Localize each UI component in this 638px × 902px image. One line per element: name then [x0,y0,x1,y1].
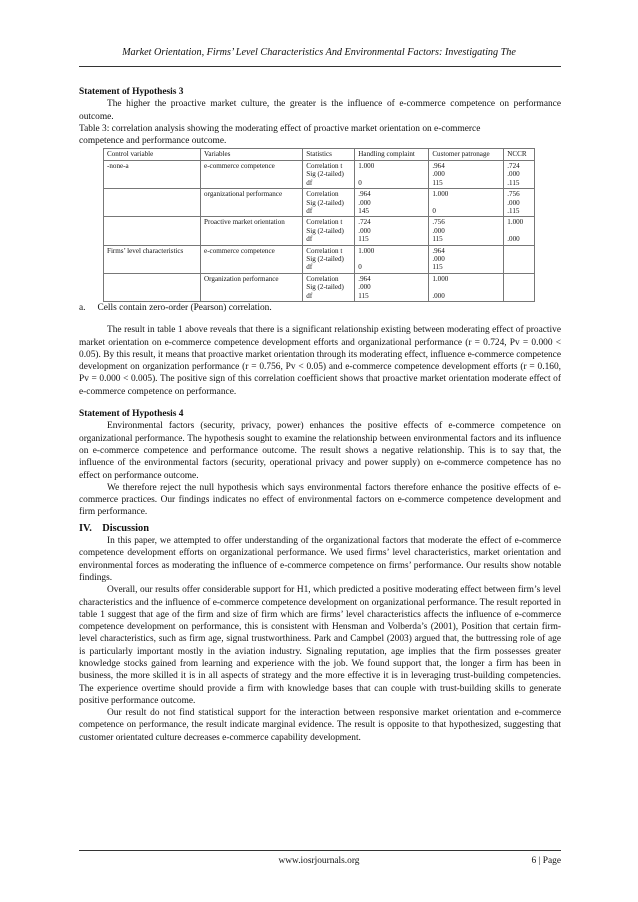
table-row [104,245,535,273]
column-header: Control variable [104,149,201,160]
hypothesis-4-heading: Statement of Hypothesis 4 [79,409,184,420]
column-header: Statistics [303,149,355,160]
hypothesis-4-paragraph-2: We therefore reject the null hypothesis which says environmental factors therefore enhance the positive effects of e-commerce practices. Our findings indicates no effect of environmental factors on e-commerce competence development and firm performance. [79,482,561,518]
variable-cell: organizational performance [201,189,303,217]
footer-rule [79,850,561,851]
running-header: Market Orientation, Firms’ Level Characteristics And Environmental Factors: Investigating The [122,47,516,58]
handling-complaint-cell: 1.000 0 [355,245,429,273]
customer-patronage-cell: .964 .000 115 [429,160,504,188]
table-3-caption-line-2: competence and performance outcome. [79,136,227,147]
handling-complaint-cell: .964 .000 115 [355,273,429,301]
correlation-table [103,148,535,302]
nccr-cell [504,245,535,273]
statistics-cell: Correlation Sig (2-tailed) df [303,273,355,301]
result-paragraph: The result in table 1 above reveals that there is a significant relationship existing between moderating effect of proactive market orientation on e-commerce competence development efforts and organizational performance (r = 0.724, Pv = 0.000 < 0.05). By this result, it means that proactive market orientation through its moderating effect, influence e-commerce competence development on organization performance (r = 0.756, Pv < 0.05) and e-commerce competence development efforts (r = 0.160, Pv = 0.000 < 0.005). The positive sign of this correlation coefficient shows that proactive market orientation moderate effect of e-commerce competence on performance. [79,325,561,397]
table-header-row [104,149,535,160]
statistics-cell: Correlation t Sig (2-tailed) df [303,217,355,245]
customer-patronage-cell: .964 .000 115 [429,245,504,273]
statistics-cell: Correlation Sig (2-tailed) df [303,189,355,217]
discussion-paragraph-1: In this paper, we attempted to offer understanding of the organizational factors that moderate the effect of e-commerce competence development efforts on organizational performance. We used firms’ level characteristics, market orientation and environmental forces as moderating the influence of e-commerce competence on firms’ performance. Our results show notable findings. [79,536,561,583]
hypothesis-3-heading: Statement of Hypothesis 3 [79,87,184,97]
page-number: 6 | Page [531,856,561,866]
section-number: IV. [79,522,92,534]
nccr-cell: .724 .000 .115 [504,160,535,188]
discussion-paragraph-3: Our result do not find statistical support for the interaction between responsive market orientation and e-commerce competence on performance, the result indicate marginal evidence. The result is opposite to that hypothesized, suggesting that customer orientated culture decreases e-commerce capability development. [79,708,561,743]
column-header: Handling complaint [355,149,429,160]
control-variable-cell [104,273,201,301]
header-rule [79,66,561,67]
section-title: Discussion [102,522,149,534]
table-row [104,217,535,245]
section-heading [79,523,561,535]
hypothesis-4-paragraph-1: Environmental factors (security, privacy, power) enhances the positive effects of e-commerce competence on organizational performance. The hypothesis sought to examine the relationship between environmental factors and its influence on e-commerce competence and performance outcome. The result shows a negative relationship. This is to say that, the influence of the environmental factors (security, operational privacy and power supply) on e-commerce competence has no effect on performance outcome. [79,421,561,481]
nccr-cell: .756 .000 .115 [504,189,535,217]
statistics-cell: Correlation t Sig (2-tailed) df [303,160,355,188]
variable-cell: Organization performance [201,273,303,301]
control-variable-cell [104,189,201,217]
column-header: Variables [201,149,303,160]
handling-complaint-cell: .724 .000 115 [355,217,429,245]
variable-cell: e-commerce competence [201,160,303,188]
footer-url: www.iosrjournals.org [278,856,360,866]
main-content [79,86,561,744]
nccr-cell: 1.000 .000 [504,217,535,245]
variable-cell: Proactive market orientation [201,217,303,245]
hypothesis-3-text: The higher the proactive market culture, the greater is the influence of e-commerce competence on performance outcome. [79,99,561,122]
statistics-cell: Correlation t Sig (2-tailed) df [303,245,355,273]
handling-complaint-cell: 1.000 0 [355,160,429,188]
handling-complaint-cell: .964 .000 145 [355,189,429,217]
table-row [104,189,535,217]
control-variable-cell [104,217,201,245]
nccr-cell [504,273,535,301]
column-header: Customer patronage [429,149,504,160]
table-note [79,302,561,314]
customer-patronage-cell: 1.000 .000 [429,273,504,301]
control-variable-cell: -none-a [104,160,201,188]
table-note-label: a. [79,302,86,313]
customer-patronage-cell: .756 .000 115 [429,217,504,245]
discussion-paragraph-2: Overall, our results offer considerable support for H1, which predicted a positive moderating effect between firm’s level characteristics and the influence of e-commerce competence development on organizational performance. The result reported in table 1 suggest that age of the firm and size of firm which are firms’ level characteristics affects the influence of e-commerce competence development on performance, this is consistent with Hensman and Volberda’s (2001), Position that certain firm-level characteristics, such as firm age, signal trustworthiness. Park and Campbel (2003) argued that, the buttressing role of age is particularly important mostly in the aviation industry. Signaling reputation, age implies that the firm possesses greater knowledge stocks gained from learning and experience with the job. We found support that, the longer a firm has been in business, the more skilled it is in all aspects of strategy and the more effective it is in leveraging trust-building competencies. The experience overtime should provide a firm with knowledge bases that can couple with trust-building skills to generate positive performance outcome. [79,585,561,706]
table-row [104,160,535,188]
customer-patronage-cell: 1.000 0 [429,189,504,217]
table-note-text: Cells contain zero-order (Pearson) correlation. [97,302,272,313]
control-variable-cell: Firms’ level characteristics [104,245,201,273]
table-row [104,273,535,301]
variable-cell: e-commerce competence [201,245,303,273]
table-3-caption-line-1: Table 3: correlation analysis showing the moderating effect of proactive market orientation on e-commerce [79,123,481,134]
column-header: NCCR [504,149,535,160]
